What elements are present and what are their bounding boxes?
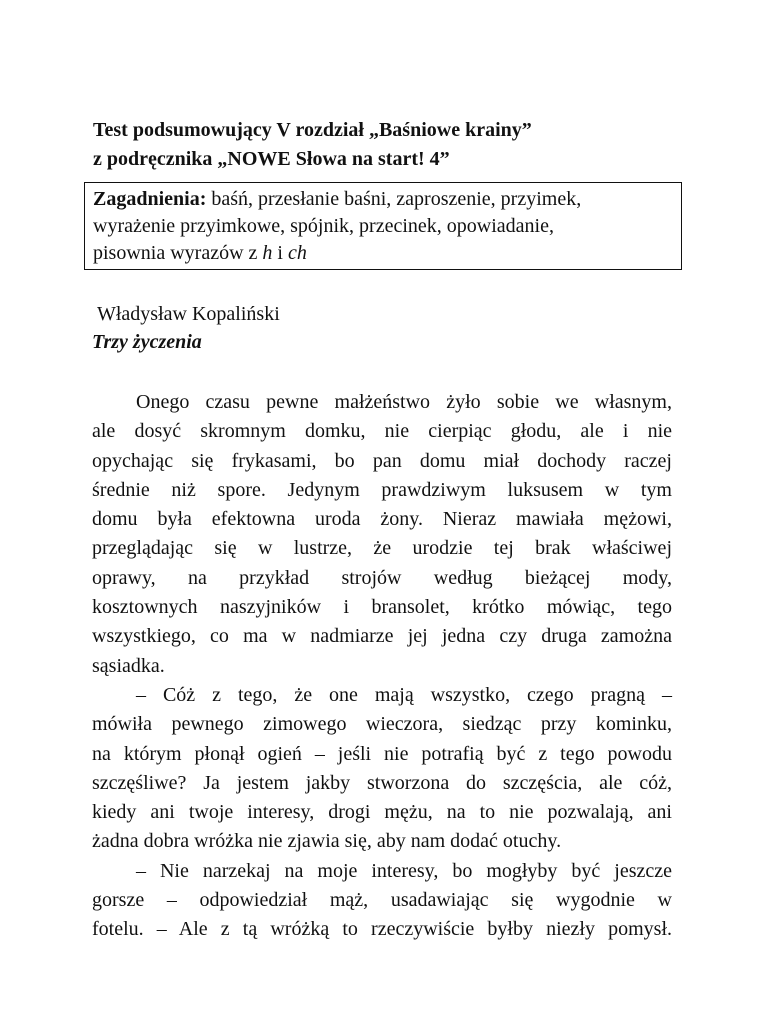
story-line: przeglądając się w lustrze, że urodzie tej brak właściwej [92, 537, 672, 560]
story-line: średnie niż spore. Jedynym prawdziwym luksusem w tym [92, 478, 672, 501]
topics-line-2: wyrażenie przyimkowe, spójnik, przecinek, opowiadanie, [93, 215, 554, 237]
letters-ch: ch [287, 242, 307, 264]
topics-text-1: baśń, przesłanie baśni, zaproszenie, przyimek, [211, 188, 582, 210]
story-line: mówiła pewnego zimowego wieczora, siedząc przy kominku, [92, 713, 672, 736]
story-line: kosztownych naszyjników i bransolet, krótko mówiąc, tego [92, 596, 672, 619]
story-line: sąsiadka. [92, 654, 165, 677]
test-title [93, 116, 693, 174]
story-line: – Cóż z tego, że one mają wszystko, czego pragną – [136, 683, 672, 706]
story-line: – Nie narzekaj na moje interesy, bo mogłyby być jeszcze [136, 859, 672, 882]
story-line: opychając się frykasami, bo pan domu miał dochody raczej [92, 449, 672, 472]
topics-label: Zagadnienia: [93, 188, 207, 210]
topics-line-3 [93, 240, 681, 267]
story-line: na którym płonął ogień – jeśli nie potrafią być z tego powodu [92, 742, 672, 765]
story-line: Onego czasu pewne małżeństwo żyło sobie we własnym, [136, 391, 672, 413]
test-title-line-2: z podręcznika „NOWE Słowa na start! 4” [93, 148, 450, 170]
story-line: szczęśliwe? Ja jestem jakby stworzona do szczęścia, ale cóż, [92, 771, 672, 794]
topics-box [84, 182, 682, 270]
story-title: Trzy życzenia [92, 331, 202, 353]
test-title-line-1: Test podsumowujący V rozdział „Baśniowe krainy” [93, 119, 532, 141]
story-line: domu była efektowna uroda żony. Nieraz mawiała mężowi, [92, 508, 672, 531]
story-body [92, 388, 672, 945]
story-line: wszystkiego, co ma w nadmiarze jej jedna czy druga zamożna [92, 625, 672, 648]
story-line: ale dosyć skromnym domku, nie cierpiąc głodu, ale i nie [92, 420, 672, 443]
story-line: oprawy, na przykład strojów według bieżącej mody, [92, 566, 672, 589]
story-line: fotelu. – Ale z tą wróżką to rzeczywiście byłby niezły pomysł. [92, 918, 672, 941]
letter-h: h [262, 242, 273, 264]
topics-conjunction: i [272, 242, 288, 264]
author-name: Władysław Kopaliński [97, 303, 280, 325]
story-line: gorsze – odpowiedział mąż, usadawiając się wygodnie w [92, 889, 672, 912]
topics-text-3: pisownia wyrazów z [93, 242, 263, 264]
story-line: żadna dobra wróżka nie zjawia się, aby nam dodać otuchy. [92, 830, 562, 853]
story-line: kiedy ani twoje interesy, drogi mężu, na to nie pozwalają, ani [92, 801, 672, 824]
topics-line-1 [93, 186, 681, 213]
